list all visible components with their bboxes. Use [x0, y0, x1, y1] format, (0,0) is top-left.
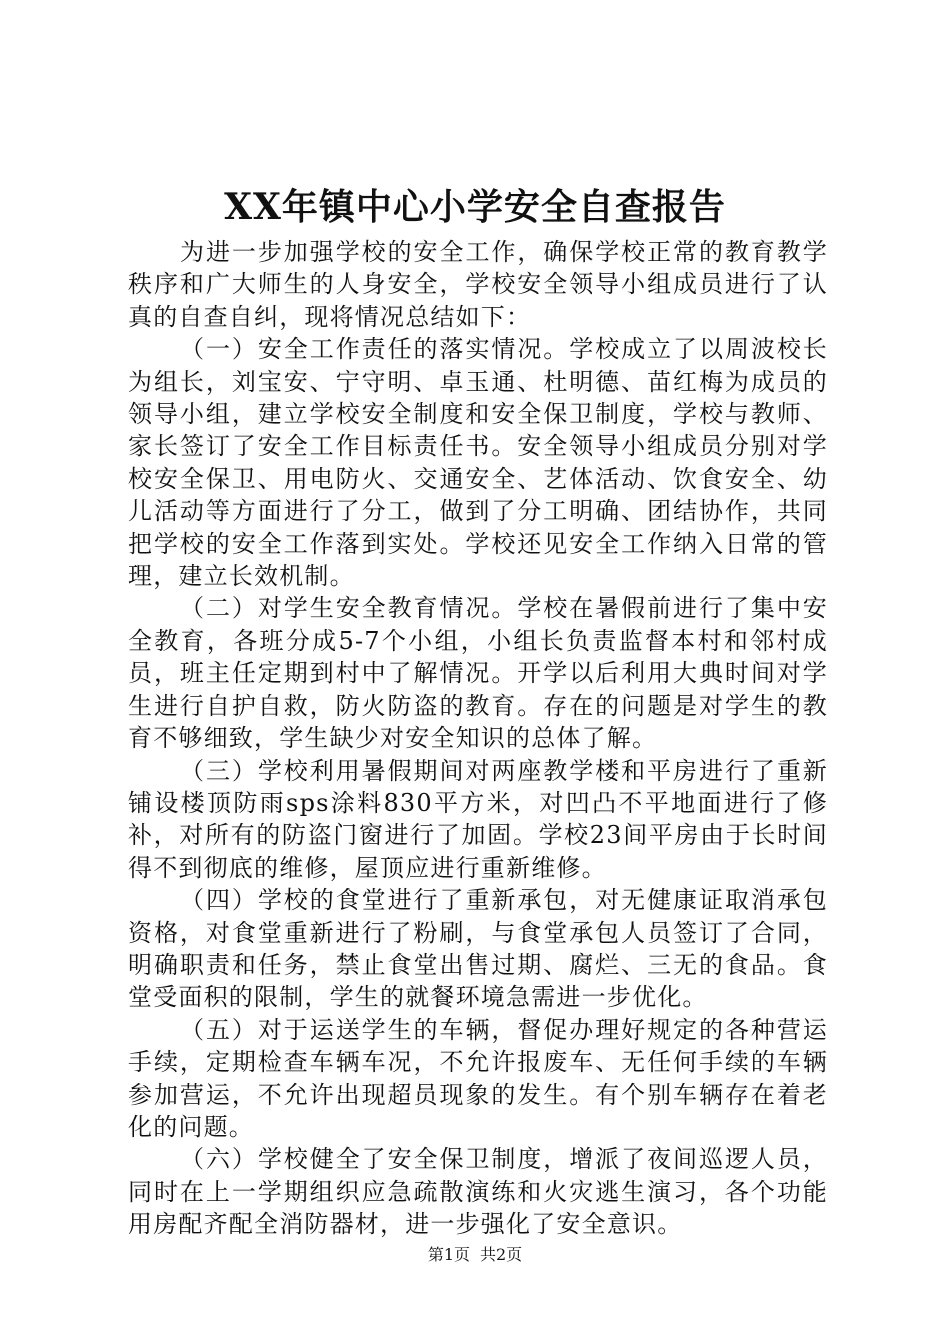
section-6-paragraph: （六）学校健全了安全保卫制度，增派了夜间巡逻人员，同时在上一学期组织应急疏散演练和火灾逃生演习，各个功能用房配齐配全消防器材，进一步强化了安全意识。 — [128, 1145, 828, 1239]
section-2-paragraph: （二）对学生安全教育情况。学校在暑假前进行了集中安全教育，各班分成5-7个小组，小组长负责监督本村和邻村成员，班主任定期到村中了解情况。开学以后利用大典时间对学生进行自护自救，防火防盗的教育。存在的问题是对学生的教育不够细致，学生缺少对安全知识的总体了解。 — [128, 594, 828, 753]
document-title: XX年镇中心小学安全自查报告 — [224, 186, 726, 228]
section-1-paragraph: （一）安全工作责任的落实情况。学校成立了以周波校长为组长，刘宝安、宁守明、卓玉通、杜明德、苗红梅为成员的领导小组，建立学校安全制度和安全保卫制度，学校与教师、家长签订了安全工作目标责任书。安全领导小组成员分别对学校安全保卫、用电防火、交通安全、艺体活动、饮食安全、幼儿活动等方面进行了分工，做到了分工明确、团结协作，共同把学校的安全工作落到实处。学校还见安全工作纳入日常的管理，建立长效机制。 — [128, 335, 828, 591]
section-3-paragraph: （三）学校利用暑假期间对两座教学楼和平房进行了重新铺设楼顶防雨sps涂料830平方米，对凹凸不平地面进行了修补，对所有的防盗门窗进行了加固。学校23间平房由于长时间得不到彻底的维修，屋顶应进行重新维修。 — [128, 756, 828, 882]
page-footer — [0, 1244, 950, 1266]
section-5-paragraph: （五）对于运送学生的车辆，督促办理好规定的各种营运手续，定期检查车辆车况，不允许报废车、无任何手续的车辆参加营运，不允许出现超员现象的发生。有个别车辆存在着老化的问题。 — [128, 1015, 828, 1141]
intro-paragraph: 为进一步加强学校的安全工作，确保学校正常的教育教学秩序和广大师生的人身安全，学校安全领导小组成员进行了认真的自查自纠，现将情况总结如下： — [128, 238, 828, 331]
document-body — [128, 236, 828, 1241]
page-total: 共2页 — [480, 1245, 523, 1264]
section-4-paragraph: （四）学校的食堂进行了重新承包，对无健康证取消承包资格，对食堂重新进行了粉刷，与食堂承包人员签订了合同，明确职责和任务，禁止食堂出售过期、腐烂、三无的食品。食堂受面积的限制，学生的就餐环境急需进一步优化。 — [128, 886, 828, 1012]
page-number: 第1页 — [427, 1245, 470, 1264]
